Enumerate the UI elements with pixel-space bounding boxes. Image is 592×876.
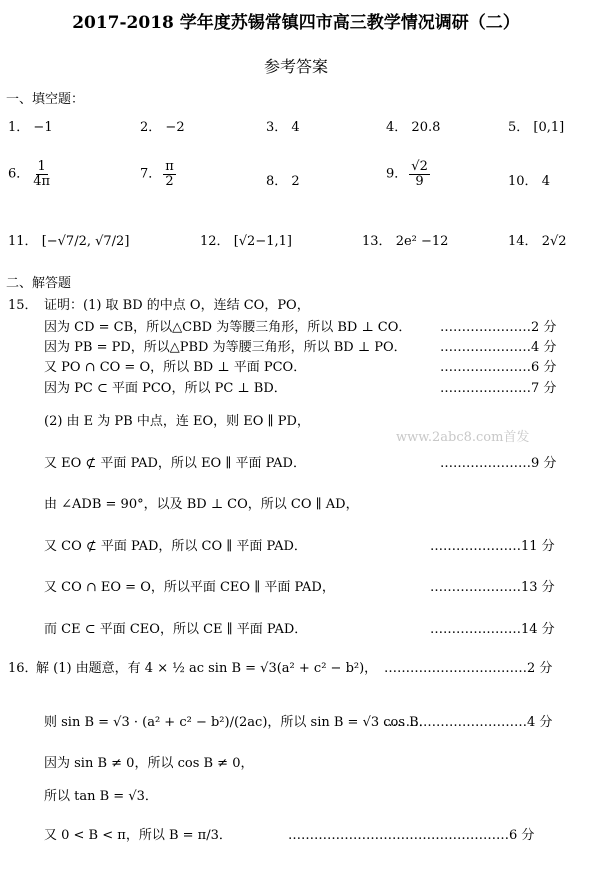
q16-line: 因为 sin B ≠ 0，所以 cos B ≠ 0， [44, 756, 254, 771]
answer-5: 5． [0,1] [508, 120, 565, 135]
q16-points: ……………………………2 分 [384, 661, 553, 676]
section-heading-fill: 一、填空题： [6, 92, 85, 107]
answer-2: 2． −2 [140, 120, 185, 135]
answer-10: 10． 4 [508, 174, 550, 189]
q15-line: 又 CO ∩ EO = O，所以平面 CEO ∥ 平面 PAD， [44, 580, 335, 595]
answer-12: 12． [√2−1,1] [200, 234, 292, 249]
answer-1: 1． −1 [8, 120, 53, 135]
q15-line: 因为 CD = CB，所以△CBD 为等腰三角形，所以 BD ⊥ CO． [44, 320, 412, 335]
answer-14: 14． 2√2 [508, 234, 567, 249]
q15-points: …………………9 分 [440, 456, 557, 471]
q15-line: 又 CO ⊄ 平面 PAD，所以 CO ∥ 平面 PAD． [44, 539, 307, 554]
answer-3: 3． 4 [266, 120, 300, 135]
q15-line: 由 ∠ADB = 90°，以及 BD ⊥ CO，所以 CO ∥ AD， [44, 497, 359, 512]
q15-line: 又 PO ∩ CO = O，所以 BD ⊥ 平面 PCO． [44, 360, 307, 375]
answer-7: 7． $\frac{\pi}{2}$ [140, 159, 174, 189]
answer-11: 11． [−√7/2, √7/2] [8, 234, 130, 249]
q15-line: 又 EO ⊄ 平面 PAD，所以 EO ∥ 平面 PAD． [44, 456, 306, 471]
answer-9: 9． $\frac{√2}{9}$ [386, 159, 428, 189]
q15-points: …………………2 分 [440, 320, 557, 335]
document-title: 2017-2018 学年度苏锡常镇四市高三教学情况调研（二） [72, 13, 520, 33]
q16-line: 所以 tan B = √3． [44, 789, 158, 804]
q16-points: ……………………………………………6 分 [288, 828, 535, 843]
answer-13: 13． 2e² −12 [362, 234, 449, 249]
answer-4: 4． 20.8 [386, 120, 441, 135]
q15-line: 而 CE ⊂ 平面 CEO，所以 CE ∥ 平面 PAD． [44, 622, 308, 637]
answer-6: 6． $\frac{1}{4\pi}$ [8, 159, 51, 189]
q15-line: 证明：(1) 取 BD 的中点 O，连结 CO，PO， [44, 298, 310, 313]
q15-line: (2) 由 E 为 PB 中点，连 EO，则 EO ∥ PD， [44, 414, 310, 429]
document-subtitle: 参考答案 [263, 57, 328, 76]
q15-points: …………………4 分 [440, 340, 557, 355]
q15-points: …………………13 分 [430, 580, 555, 595]
q16-line: 解 (1) 由题意，有 4 × ½ ac sin B = √3(a² + c² − b²)， [36, 661, 378, 676]
watermark: www.2abc8.com首发 [396, 430, 530, 445]
q15-number: 15． [8, 298, 38, 313]
q16-points: ……………………………4 分 [384, 715, 553, 730]
q16-number: 16． [8, 661, 38, 676]
section-heading-solve: 二、解答题 [6, 276, 72, 291]
q15-points: …………………11 分 [430, 539, 555, 554]
q16-line: 又 0 < B < π，所以 B = π/3． [44, 828, 232, 843]
q16-line: 则 sin B = √3 · (a² + c² − b²)/(2ac)，所以 sin B = √3 cos B． [44, 715, 432, 730]
q15-points: …………………6 分 [440, 360, 557, 375]
q15-points: …………………14 分 [430, 622, 555, 637]
answer-8: 8． 2 [266, 174, 300, 189]
q15-line: 因为 PB = PD，所以△PBD 为等腰三角形，所以 BD ⊥ PO． [44, 340, 407, 355]
q15-points: …………………7 分 [440, 381, 557, 396]
q15-line: 因为 PC ⊂ 平面 PCO，所以 PC ⊥ BD． [44, 381, 287, 396]
